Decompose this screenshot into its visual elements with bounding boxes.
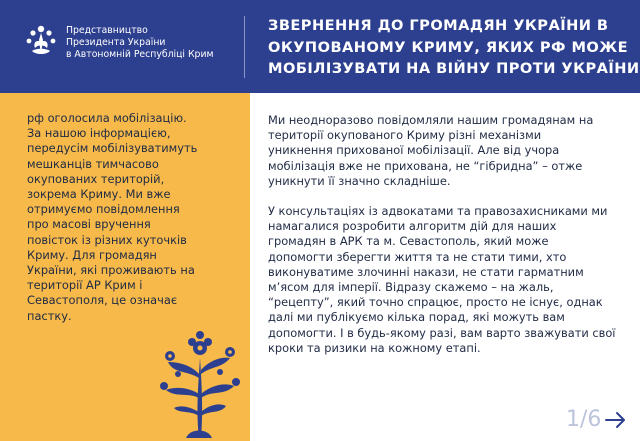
intro-line: За нашою інформацією, (27, 126, 171, 141)
title-line: ЗВЕРНЕННЯ ДО ГРОМАДЯН УКРАЇНИ В (268, 17, 609, 34)
text-line: намагалися розробити алгоритм дій для наших (268, 219, 557, 234)
main-text (268, 113, 630, 356)
paragraph (268, 113, 630, 189)
paragraph-gap (268, 189, 630, 204)
text-line: уникнення прихованої мобілізації. Але від учора (268, 143, 560, 158)
header-divider (244, 16, 245, 78)
intro-line: мешканців тимчасово (27, 156, 159, 171)
arrow-right-icon[interactable] (604, 411, 628, 429)
text-line: кроки та ризики на кожному етапі. (268, 340, 481, 355)
text-line: допомогти зберегти життя та не стати тими, хто (268, 249, 567, 264)
text-line: виконуватиме злочинні накази, не стати гарматним (268, 264, 584, 279)
text-line: далі ми публікуємо кілька порад, які можуть вам (268, 310, 565, 325)
intro-line: пастку. (27, 308, 72, 323)
text-line: У консультаціях із адвокатами та правозахисниками ми (268, 204, 608, 219)
org-line: в Автономній Республіці Крим (66, 49, 214, 60)
header (0, 0, 640, 93)
intro-line: окупованих територій, (27, 171, 165, 186)
text-line: громадян в АРК та м. Севастополь, який може (268, 234, 549, 249)
intro-line: отримуємо повідомлення (27, 202, 180, 217)
page-title (268, 15, 640, 80)
org-line: Президента України (66, 37, 166, 48)
petrykivka-flower-ornament-icon (156, 318, 242, 440)
trident-flower-logo-icon (24, 24, 58, 58)
intro-text (27, 111, 247, 324)
text-line: території окупованого Криму різні механізми (268, 128, 542, 143)
title-line: МОБІЛІЗУВАТИ НА ВІЙНУ ПРОТИ УКРАЇНИ (268, 60, 640, 77)
intro-line: Криму. Для громадян (27, 247, 157, 262)
intro-line: рф оголосила мобілізацію. (27, 111, 187, 125)
text-line: м’ясом для імперії. Відразу скажемо – на жаль, (268, 280, 554, 295)
intro-line: Севастополя, це означає (27, 293, 178, 308)
intro-line: про масові вручення (27, 217, 151, 232)
text-line: Ми неодноразово повідомляли нашим громадянам на (268, 113, 594, 127)
text-line: “рецепту”, який точно спрацює, просто не існує, однак (268, 295, 603, 310)
text-line: мобілізація вже не прихована, не “гібридна” – отже (268, 158, 583, 173)
page-indicator: 1/6 (566, 407, 602, 432)
intro-line: передусім мобілізуватимуть (27, 141, 198, 156)
organization-name (66, 25, 256, 61)
intro-line: території АР Крим і (27, 278, 143, 293)
org-line: Представництво (66, 25, 148, 36)
text-line: уникнути її значно складніше. (268, 173, 451, 188)
text-line: допомогти. І в будь-якому разі, вам варто зважувати свої (268, 325, 616, 340)
title-line: ОКУПОВАНОМУ КРИМУ, ЯКИХ РФ МОЖЕ (268, 38, 629, 56)
intro-line: України, які проживають на (27, 263, 195, 278)
paragraph (268, 204, 630, 356)
intro-line: зокрема Криму. Ми вже (27, 187, 171, 202)
intro-line: повісток із різних куточків (27, 232, 187, 247)
